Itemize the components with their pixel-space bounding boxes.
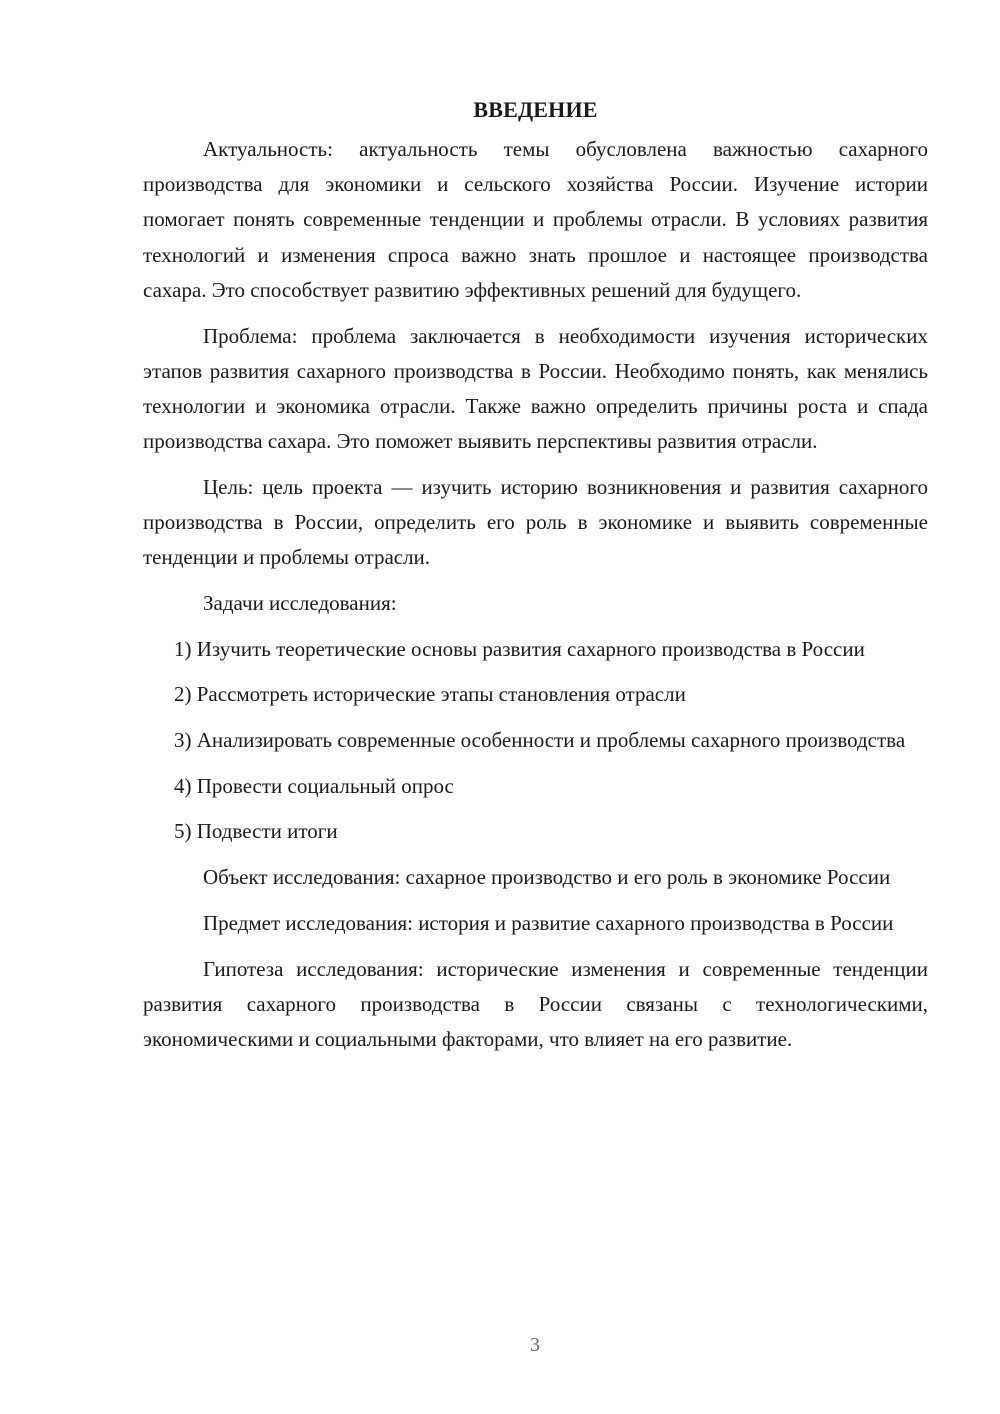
task-item-1: 1) Изучить теоретические основы развития сахарного производства в России	[174, 636, 865, 661]
research-object-paragraph: Объект исследования: сахарное производство и его роль в экономике России	[203, 865, 891, 890]
section-heading: ВВЕДЕНИЕ	[473, 97, 598, 122]
document-page	[143, 92, 928, 1068]
tasks-intro: Задачи исследования:	[203, 590, 397, 615]
page-number: 3	[530, 1334, 540, 1356]
research-hypothesis-paragraph: Гипотеза исследования: исторические изменения и современные тенденции развития сахарного производства в России связаны с технологическими, экономическими и социальными факторами, что влияет на его развитие.	[143, 956, 928, 1051]
goal-paragraph: Цель: цель проекта — изучить историю возникновения и развития сахарного производства в России, определить его роль в экономике и выявить современные тенденции и проблемы отрасли.	[143, 474, 928, 570]
task-item-2: 2) Рассмотреть исторические этапы становления отрасли	[174, 682, 686, 707]
task-item-4: 4) Провести социальный опрос	[174, 773, 454, 798]
relevance-paragraph: Актуальность: актуальность темы обусловлена важностью сахарного производства для экономики и сельского хозяйства России. Изучение истории помогает понять современные тенденции и проблемы отрасли. В условиях развития технологий и изменения спроса важно знать прошлое и настоящее производства сахара. Это способствует развитию эффективных решений для будущего.	[143, 137, 928, 302]
research-subject-paragraph: Предмет исследования: история и развитие сахарного производства в России	[203, 910, 894, 935]
problem-paragraph: Проблема: проблема заключается в необходимости изучения исторических этапов развития сахарного производства в России. Необходимо понять, как менялись технологии и экономика отрасли. Также важно определить причины роста и спада производства сахара. Это поможет выявить перспективы развития отрасли.	[143, 323, 928, 454]
task-item-5: 5) Подвести итоги	[174, 819, 338, 844]
task-item-3: 3) Анализировать современные особенности и проблемы сахарного производства	[174, 728, 906, 753]
